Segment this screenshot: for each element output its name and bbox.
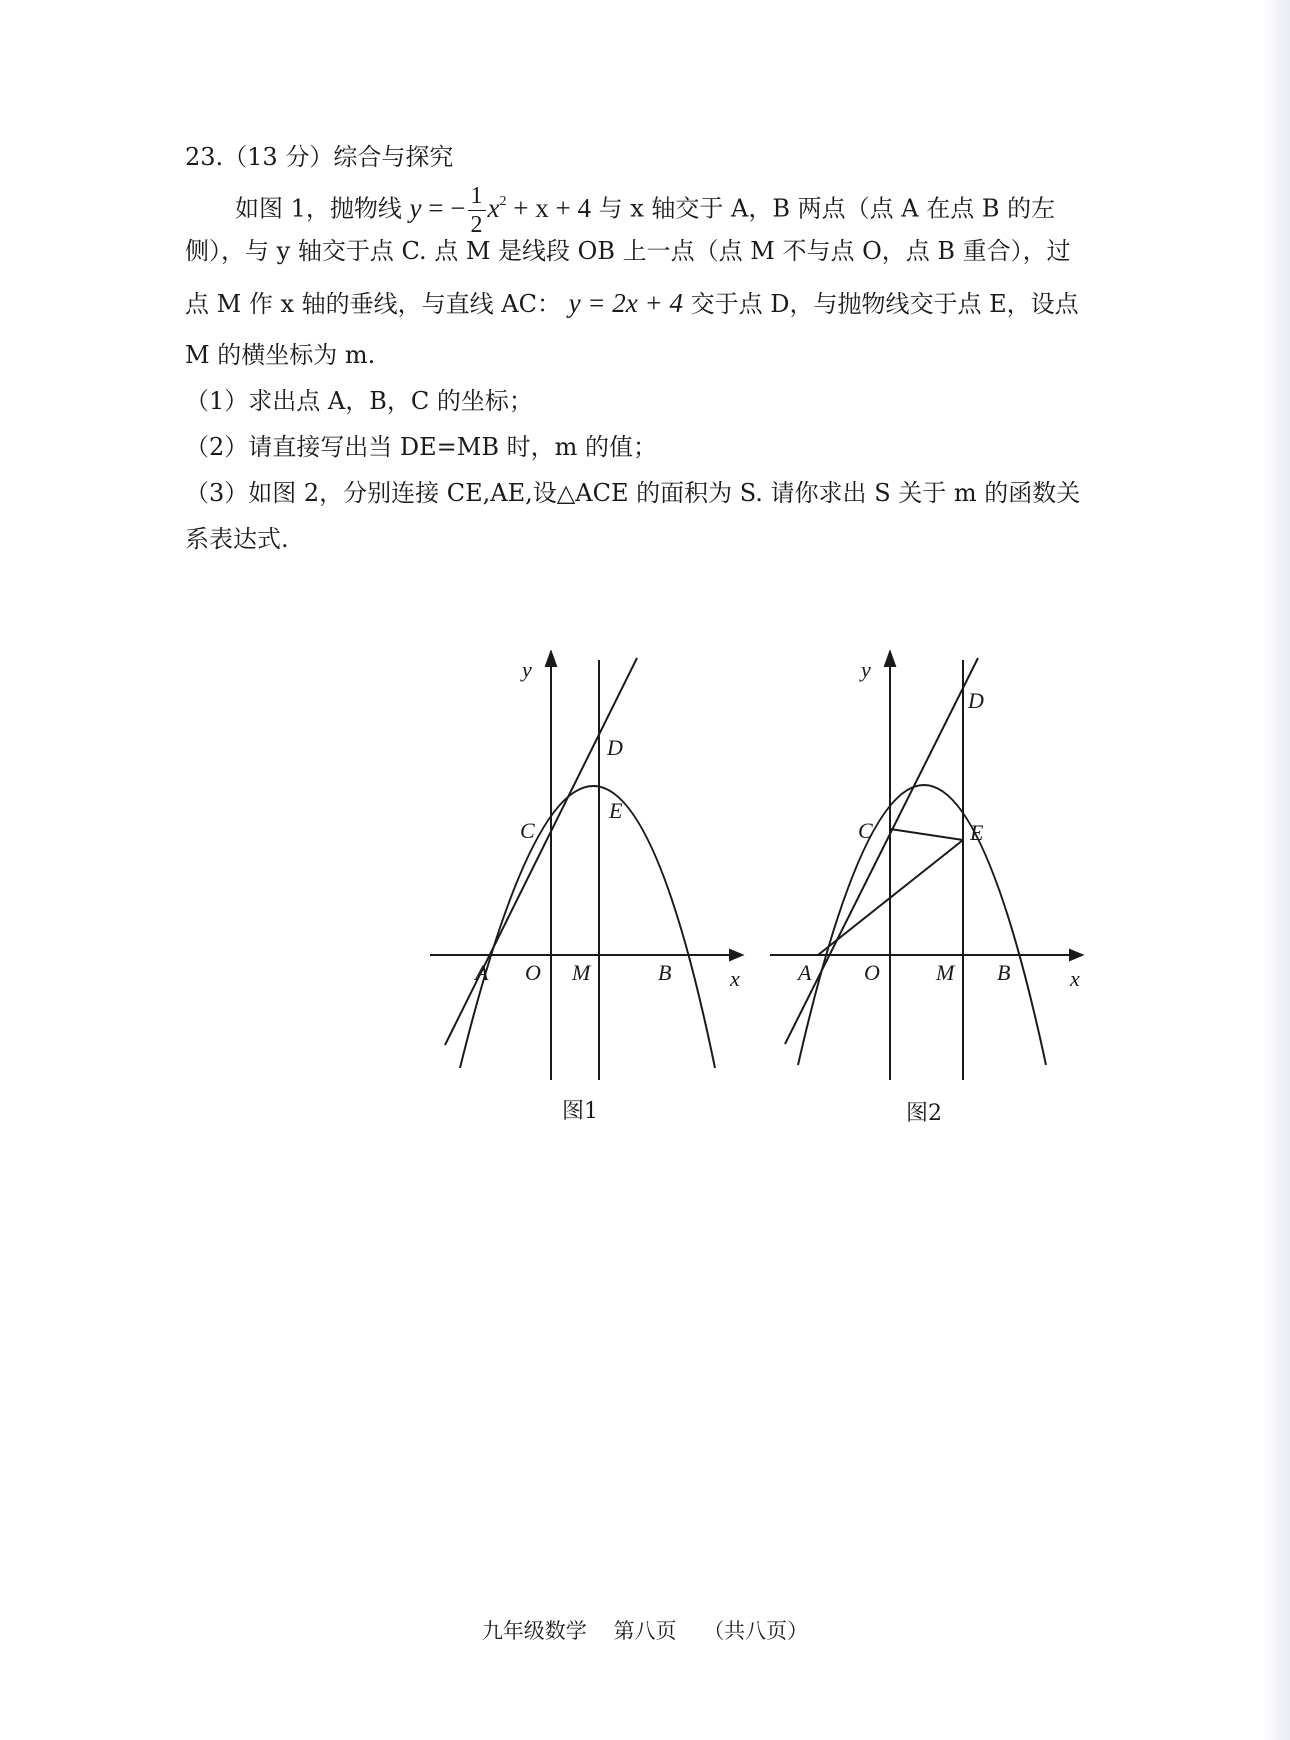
label-e: E	[970, 820, 984, 845]
label-x: x	[1070, 966, 1080, 991]
line1-prefix: 如图 1，抛物线	[235, 194, 402, 223]
figure-2-caption: 图2	[906, 1101, 942, 1126]
parabola-equation	[409, 183, 591, 238]
eq-y: y	[409, 192, 422, 223]
label-a: A	[798, 960, 812, 985]
label-o: O	[864, 960, 880, 985]
label-b: B	[658, 960, 672, 985]
subquestion-1: （1）求出点 A，B，C 的坐标；	[185, 387, 533, 415]
footer-total: （共八页）	[703, 1619, 809, 1643]
page-footer	[0, 1615, 1290, 1645]
label-d: D	[607, 735, 623, 760]
subquestion-3-line-2: 系表达式.	[185, 525, 289, 553]
question-header: 23.（13 分）综合与探究	[185, 143, 454, 171]
subquestion-3-line-1: （3）如图 2，分别连接 CE,AE,设△ACE 的面积为 S. 请你求出 S 关于 m 的函数关	[185, 479, 1081, 507]
question-line-1	[185, 182, 1055, 239]
question-line-2: 侧），与 y 轴交于点 C. 点 M 是线段 OB 上一点（点 M 不与点 O，点 B 重合），过	[185, 237, 1071, 265]
fraction-denominator: 2	[470, 212, 483, 238]
label-c: C	[858, 818, 873, 843]
line1-suffix: 与 x 轴交于 A，B 两点（点 A 在点 B 的左	[598, 194, 1056, 223]
eq-equals: = −	[421, 192, 466, 223]
label-m: M	[936, 960, 955, 985]
label-d: D	[968, 688, 984, 713]
x-axis-arrow	[1070, 950, 1082, 960]
parabola	[460, 786, 715, 1068]
y-axis-arrow	[885, 652, 895, 666]
y-axis-arrow	[546, 652, 556, 666]
footer-page: 第八页	[613, 1619, 677, 1643]
figure-1-caption: 图1	[562, 1099, 598, 1124]
footer-subject: 九年级数学	[481, 1619, 587, 1643]
label-y: y	[861, 657, 871, 682]
label-o: O	[525, 960, 541, 985]
fraction-one-half	[468, 182, 486, 239]
question-line-3	[185, 286, 1079, 321]
eq-rest: + x + 4	[506, 192, 591, 223]
figure-2	[760, 650, 1100, 1090]
figure-1	[420, 650, 760, 1090]
label-m: M	[572, 960, 591, 985]
label-e: E	[609, 798, 623, 823]
parabola	[798, 785, 1046, 1065]
fraction-numerator: 1	[468, 182, 486, 211]
eq-exponent: 2	[499, 193, 507, 209]
page-edge-shadow	[1262, 0, 1290, 1740]
line3-prefix: 点 M 作 x 轴的垂线，与直线 AC：	[185, 290, 561, 318]
question-line-4: M 的横坐标为 m.	[185, 341, 376, 369]
eq-x: x	[487, 192, 500, 223]
subquestion-2: （2）请直接写出当 DE=MB 时，m 的值；	[185, 433, 657, 461]
line-ac	[445, 658, 637, 1045]
label-b: B	[997, 960, 1011, 985]
label-c: C	[520, 818, 535, 843]
line-ac-equation: y = 2x + 4	[568, 288, 684, 318]
line3-suffix: 交于点 D，与抛物线交于点 E，设点	[690, 290, 1079, 318]
x-axis-arrow	[730, 950, 742, 960]
label-x: x	[730, 966, 740, 991]
segment-ce	[890, 829, 963, 840]
label-y: y	[522, 657, 532, 682]
label-a: A	[475, 960, 489, 985]
